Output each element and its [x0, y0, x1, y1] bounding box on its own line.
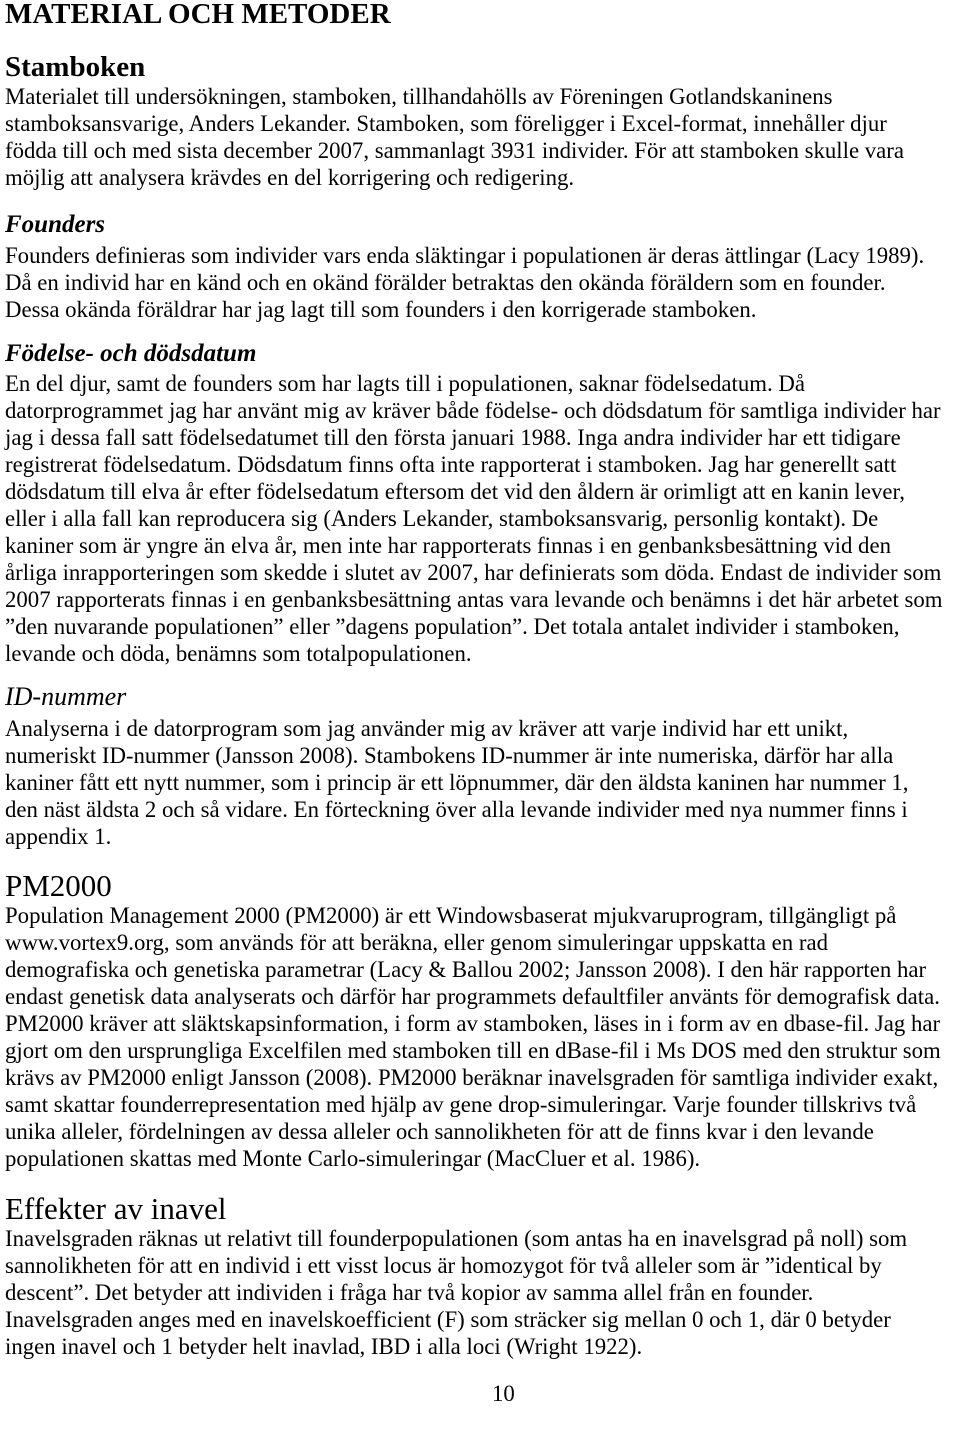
- body-text-line: jag i dessa fall satt födelsedatumet till den första januari 1988. Inga andra individer har ett tidigare: [5, 425, 901, 450]
- body-text-line: samt skattar founderrepresentation med hjälp av gene drop-simuleringar. Varje founder tillskrivs två: [5, 1092, 917, 1117]
- body-text-line: unika alleler, fördelningen av dessa alleler och sannolikheten för att de finns kvar i den levande: [5, 1119, 874, 1144]
- paragraph-effekter-av-inavel: [5, 1225, 907, 1360]
- section-heading-pm2000: PM2000: [5, 868, 112, 903]
- paragraph-pm2000: [5, 902, 941, 1172]
- body-text-line: appendix 1.: [5, 824, 112, 849]
- body-text-line: Då en individ har en känd och en okänd förälder betraktas den okända föräldern som en founder.: [5, 270, 886, 295]
- body-text-line: gjort om den ursprungliga Excelfilen med stamboken till en dBase-fil i Ms DOS med den struktur som: [5, 1038, 941, 1063]
- paragraph-fodelse-dodsdatum: [5, 370, 943, 667]
- body-text-line: endast genetisk data analyserats och därför har programmets defaultfiler använts för demografisk data.: [5, 984, 940, 1009]
- section-heading-stamboken: Stamboken: [5, 51, 146, 83]
- body-text-line: kaniner som är yngre än elva år, men inte har rapporterats finnas i en genbanksbesättning vid den: [5, 533, 891, 558]
- body-text-line: årliga inrapporteringen som skedde i slutet av 2007, har definierats som döda. Endast de individer som: [5, 560, 942, 585]
- body-text-line: En del djur, samt de founders som har lagts till i populationen, saknar födelsedatum. Då: [5, 371, 805, 396]
- body-text-line: PM2000 kräver att släktskapsinformation, i form av stamboken, läses in i form av en dbase-fil. Jag har: [5, 1011, 941, 1036]
- body-text-line: Founders definieras som individer vars enda släktingar i populationen är deras ättlingar (Lacy 1989).: [5, 243, 925, 268]
- section-heading-id-nummer: ID-nummer: [5, 682, 127, 711]
- body-text-line: födda till och med sista december 2007, sammanlagt 3931 individer. För att stamboken skulle vara: [5, 138, 905, 163]
- body-text-line: dödsdatum till elva år efter födelsedatum eftersom det vid den åldern är orimligt att en kanin lever,: [5, 479, 905, 504]
- body-text-line: Inavelsgraden räknas ut relativt till founderpopulationen (som antas ha en inavelsgrad på noll) som: [5, 1226, 908, 1251]
- section-heading-fodelse-dodsdatum: Födelse- och dödsdatum: [5, 340, 257, 367]
- body-text-line: www.vortex9.org, som används för att beräkna, eller genom simuleringar uppskatta en rad: [5, 930, 828, 955]
- body-text-line: datorprogrammet jag har använt mig av kräver både födelse- och dödsdatum för samtliga individer har: [5, 398, 941, 423]
- page-number: 10: [492, 1381, 515, 1406]
- body-text-line: ingen inavel och 1 betyder helt inavlad, IBD i alla loci (Wright 1922).: [5, 1334, 643, 1359]
- section-heading-effekter-av-inavel: Effekter av inavel: [5, 1191, 227, 1226]
- body-text-line: Population Management 2000 (PM2000) är ett Windowsbaserat mjukvaruprogram, tillgängligt på: [5, 903, 897, 928]
- body-text-line: 2007 rapporterats finnas i en genbanksbesättning antas vara levande och benämns i det här arbetet som: [5, 587, 943, 612]
- body-text-line: populationen skattas med Monte Carlo-simuleringar (MacCluer et al. 1986).: [5, 1146, 701, 1171]
- page-title: MATERIAL OCH METODER: [5, 0, 391, 30]
- body-text-line: ”den nuvarande populationen” eller ”dagens population”. Det totala antalet individer i stamboken,: [5, 614, 900, 639]
- body-text-line: möjlig att analysera krävdes en del korrigering och redigering.: [5, 165, 575, 190]
- body-text-line: krävs av PM2000 enligt Jansson (2008). PM2000 beräknar inavelsgraden för samtliga individer exakt,: [5, 1065, 939, 1090]
- body-text-line: den näst äldsta 2 och så vidare. En förteckning över alla levande individer med nya nummer finns i: [5, 797, 908, 822]
- body-text-line: demografiska och genetiska parametrar (Lacy & Ballou 2002; Jansson 2008). I den här rapporten har: [5, 957, 927, 982]
- body-text-line: Inavelsgraden anges med en inavelskoefficient (F) som sträcker sig mellan 0 och 1, där 0 betyder: [5, 1307, 891, 1332]
- body-text-line: kaniner fått ett nytt nummer, som i princip är ett löpnummer, där den äldsta kaninen har nummer 1,: [5, 770, 909, 795]
- body-text-line: numeriskt ID-nummer (Jansson 2008). Stambokens ID-nummer är inte numeriska, därför har alla: [5, 743, 894, 768]
- body-text-line: descent”. Det betyder att individen i fråga har två kopior av samma allel från en founder.: [5, 1280, 814, 1305]
- body-text-line: stamboksansvarige, Anders Lekander. Stamboken, som föreligger i Excel-format, innehåller djur: [5, 111, 887, 136]
- body-text-line: Materialet till undersökningen, stamboken, tillhandahölls av Föreningen Gotlandskaninens: [5, 84, 833, 109]
- body-text-line: Analyserna i de datorprogram som jag använder mig av kräver att varje individ har ett unikt,: [5, 716, 849, 741]
- paragraph-stamboken: [5, 83, 904, 191]
- paragraph-id-nummer: [5, 715, 908, 850]
- section-heading-founders: Founders: [5, 211, 106, 238]
- body-text-line: levande och döda, benämns som totalpopulationen.: [5, 641, 472, 666]
- body-text-line: Dessa okända föräldrar har jag lagt till som founders i den korrigerade stamboken.: [5, 297, 757, 322]
- paragraph-founders: [5, 242, 924, 323]
- body-text-line: registrerat födelsedatum. Dödsdatum finns ofta inte rapporterat i stamboken. Jag har generellt satt: [5, 452, 897, 477]
- body-text-line: sannolikheten för att en individ i ett visst locus är homozygot för två alleler som är ”identical by: [5, 1253, 882, 1278]
- body-text-line: eller i alla fall kan reproducera sig (Anders Lekander, stamboksansvarig, personlig kontakt). De: [5, 506, 879, 531]
